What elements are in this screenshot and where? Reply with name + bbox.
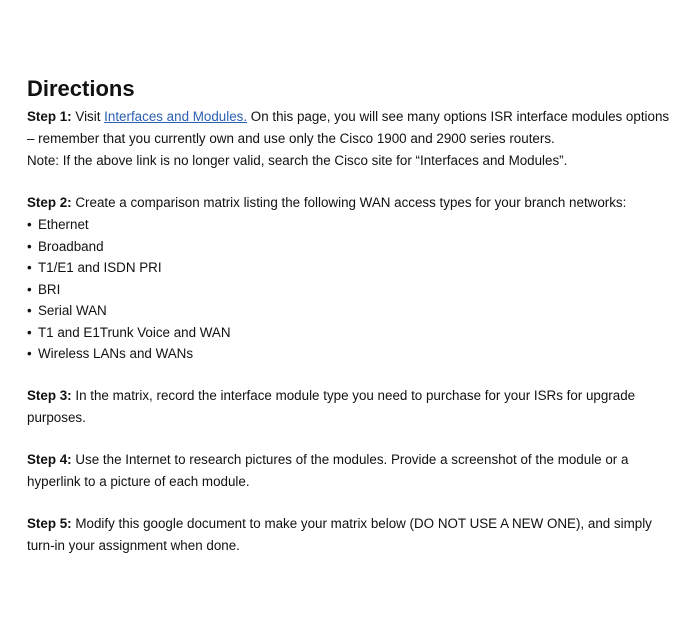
step-4-label: Step 4: [27,451,72,467]
bullet: • [27,238,32,254]
bullet: • [27,324,32,340]
wan-access-types-list [27,214,677,365]
step-5-label: Step 5: [27,515,72,531]
step-3-label: Step 3: [27,387,72,403]
list-item: • Ethernet [27,214,677,236]
step-2 [27,192,677,214]
list-item: • T1 and E1Trunk Voice and WAN [27,322,677,344]
step-1-label: Step 1: [27,109,72,124]
list-item: • Serial WAN [27,300,677,322]
interfaces-and-modules-link[interactable]: Interfaces and Modules. [104,109,248,124]
step-1 [27,106,677,150]
bullet: • [27,346,32,361]
step-1-pre-link: Visit [71,109,105,124]
bullet: • [27,281,32,297]
step-1-text: On this page, you will see many options ISR interface modules options – remember that you currently own and use only the Cisco 1900 and 2900 series routers. [27,109,670,146]
step-3-text: In the matrix, record the interface module type you need to purchase for your ISRs for upgrade purposes. [27,387,636,425]
step-5-text: Modify this google document to make your matrix below (DO NOT USE A NEW ONE), and simply turn-in your assignment when done. [27,515,652,553]
step-3 [27,385,677,429]
bullet: • [27,217,32,232]
document-body [27,76,677,557]
list-item: • Broadband [27,236,677,258]
step-4-text: Use the Internet to research pictures of the modules. Provide a screenshot of the module or a hyperlink to a picture of each module. [27,451,629,489]
step-4 [27,449,677,493]
step-5 [27,513,677,557]
step-2-text: Create a comparison matrix listing the following WAN access types for your branch networks: [71,195,627,210]
step-2-label: Step 2: [27,195,72,210]
list-item: • T1/E1 and ISDN PRI [27,257,677,279]
list-item: • Wireless LANs and WANs [27,343,677,365]
page-title: Directions [27,76,135,101]
step-1-note: Note: If the above link is no longer valid, search the Cisco site for “Interfaces and Modules”. [27,153,568,168]
list-item: • BRI [27,279,677,301]
bullet: • [27,260,32,275]
bullet: • [27,303,32,318]
